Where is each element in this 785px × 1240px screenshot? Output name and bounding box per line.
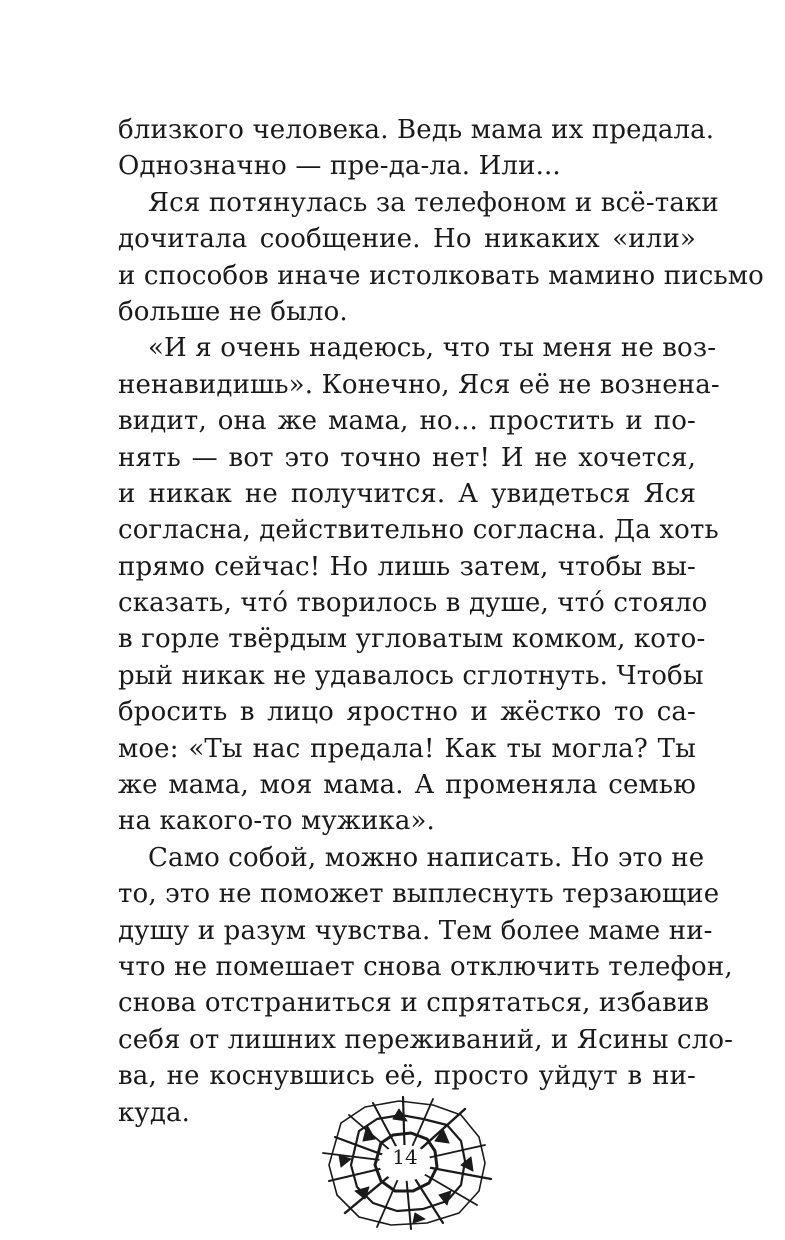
text-line: бросить в лицо яростно и жёстко то са- — [118, 697, 696, 728]
text-line: ва, не коснувшись её, просто уйдут в ни- — [118, 1061, 696, 1092]
text-line: сказать, что́ творилось в душе, что́ стояло — [118, 588, 708, 619]
text-line: дочитала сообщение. Но никаких «или» — [118, 224, 696, 255]
text-line: больше не было. — [118, 296, 348, 327]
text-line: Яся потянулась за телефоном и всё-таки — [148, 187, 719, 218]
page-number: 14 — [392, 1145, 418, 1169]
text-line: нять — вот это точно нет! И не хочется, — [118, 442, 696, 473]
text-line: же мама, моя мама. А променяла семью — [118, 770, 696, 801]
text-line: себя от лишних переживаний, и Ясины сло- — [118, 1024, 734, 1055]
text-line: куда. — [118, 1097, 191, 1128]
text-line: рый никак не удавалось сглотнуть. Чтобы — [118, 660, 704, 691]
text-line: то, это не поможет выплеснуть терзающие — [118, 879, 720, 910]
text-line: и способов иначе истолковать мамино письмо — [118, 260, 764, 291]
text-line: Однозначно — пре-да-ла. Или... — [118, 151, 561, 182]
text-line: согласна, действительно согласна. Да хоть — [118, 515, 719, 546]
text-line: Само собой, можно написать. Но это не — [148, 842, 705, 873]
text-line: на какого-то мужика». — [118, 806, 435, 837]
text-line: снова отстраниться и спрятаться, избавив — [118, 988, 710, 1019]
text-line: «И я очень надеюсь, что ты меня не воз- — [148, 333, 717, 364]
text-line: и никак не получится. А увидеться Яся — [118, 478, 696, 509]
text-line: близкого человека. Ведь мама их предала. — [118, 115, 715, 145]
text-line: в горле твёрдым угловатым комком, кото- — [118, 624, 706, 655]
text-line: что не помешает снова отключить телефон, — [118, 951, 733, 982]
body-text — [118, 112, 764, 1131]
text-line: ненавидишь». Конечно, Яся её не вознена- — [118, 369, 720, 400]
text-line: видит, она же мама, но... простить и по- — [118, 406, 696, 437]
text-line: мое: «Ты нас предала! Как ты могла? Ты — [118, 733, 696, 764]
text-line: прямо сейчас! Но лишь затем, чтобы вы- — [118, 551, 696, 582]
text-line: душу и разум чувства. Тем более маме ни- — [118, 915, 713, 946]
